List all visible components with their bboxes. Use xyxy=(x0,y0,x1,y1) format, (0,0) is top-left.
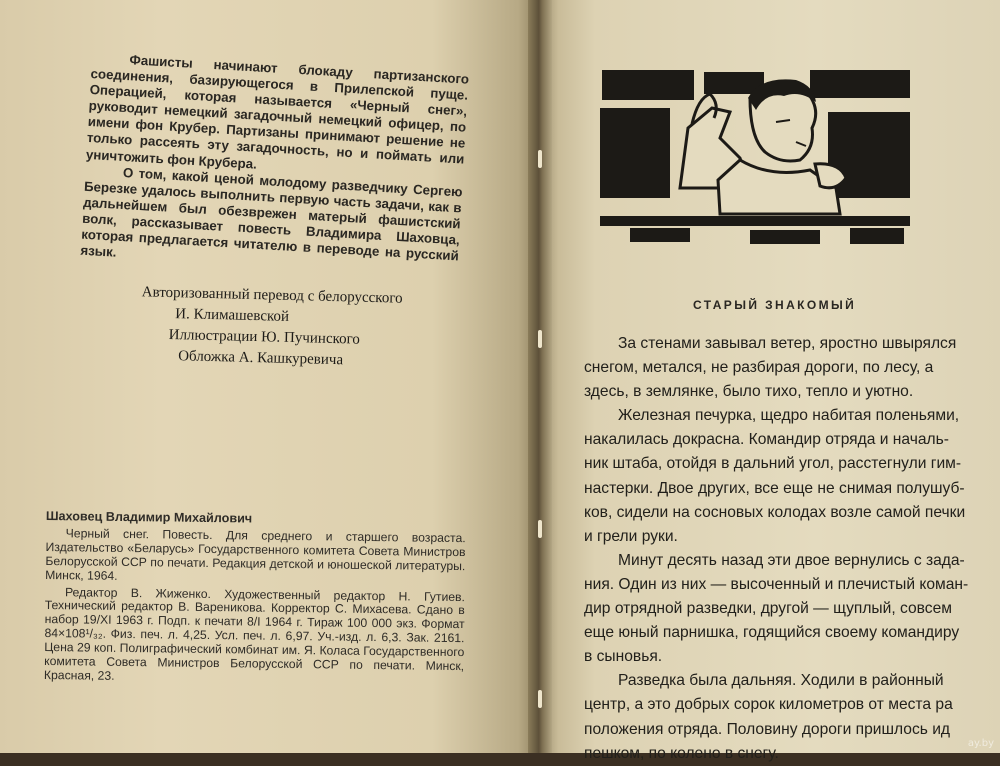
credit-cover: Обложка А. Кашкуревича xyxy=(178,348,344,369)
chapter-body-text xyxy=(584,332,994,766)
text-line: пешком, по колено в снегу. xyxy=(584,744,779,762)
blurb-paragraph-2: О том, какой ценой молодому разведчику Сергею Березке удалось выполнить первую часть задачи, как в дальнейшем был обезврежен матерый фашистский волк, рассказывает повесть Владимира Шаховца, которая предлагается читателю в переводе на русский язык. xyxy=(80,164,463,264)
text-line: дир отрядной разведки, другой — щуплый, совсем xyxy=(584,600,952,618)
text-line: в сыновья. xyxy=(584,648,663,666)
annotation-blurb xyxy=(80,50,469,281)
text-line: здесь, в землянке, было тихо, тепло и уютно. xyxy=(584,383,914,401)
text-line: центр, а это добрых сорок километров от места ра xyxy=(584,696,953,714)
text-line: Минут десять назад эти двое вернулись с зада- xyxy=(618,551,965,569)
text-line: положения отряда. Половину дороги пришлось ид xyxy=(584,720,951,738)
chapter-illustration xyxy=(600,68,912,248)
binding-stitch xyxy=(538,330,542,348)
text-line: ков, сидели на сосновых колодах возле самой печки xyxy=(584,503,966,521)
publication-imprint xyxy=(44,510,466,691)
credit-illustrations: Иллюстрации Ю. Пучинского xyxy=(168,326,361,348)
text-line: ник штаба, отойдя в дальний угол, расстегнули гим- xyxy=(584,455,962,473)
text-line: Железная печурка, щедро набитая поленьями, xyxy=(618,407,960,425)
imprint-production-details: Редактор В. Жиженко. Художественный редактор Н. Гутиев. Технический редактор В. Вареникова. Корректор С. Михасева. Сдано в набор 19/XI 1963 г. Подп. к печати 8/I 1964 г. Тираж 100 000 экз. Формат 84×108¹/₃₂. Физ. печ. л. 4,25. Усл. печ. л. 6,97. Уч.-изд. л. 6,3. Зак. 2161. Цена 29 коп. Полиграфический комбинат им. Я. Коласа Государственного комитета Совета Министров Белорусской ССР по печати. Минск, Красная, 23. xyxy=(43,584,466,683)
text-line: снегом, метался, не разбирая дороги, по лесу, а xyxy=(584,359,934,377)
binding-stitch xyxy=(538,150,542,168)
text-line: ния. Один из них — высоченный и плечистый коман- xyxy=(584,575,969,593)
binding-stitch xyxy=(538,690,542,708)
text-line: накалилась докрасна. Командир отряда и началь- xyxy=(584,431,949,449)
chapter-title: СТАРЫЙ ЗНАКОМЫЙ xyxy=(693,298,857,312)
text-line: Разведка была дальняя. Ходили в районный xyxy=(618,672,944,690)
credit-translator: И. Климашевской xyxy=(175,306,290,325)
binding-stitch xyxy=(538,520,542,538)
book-gutter xyxy=(528,0,552,753)
watermark: ay.by xyxy=(967,738,994,749)
credit-translation: Авторизованный перевод с белорусского xyxy=(141,284,403,307)
text-line: За стенами завывал ветер, яростно швырялся xyxy=(618,335,957,352)
imprint-description: Черный снег. Повесть. Для среднего и старшего возраста. Издательство «Беларусь» Государственного комитета Совета Министров Белорусской ССР по печати. Редакция детской и юношеской литературы. Минск, 1964. xyxy=(45,526,466,583)
imprint-author: Шаховец Владимир Михайлович xyxy=(45,509,253,526)
text-line: еще юный парнишка, годящийся своему командиру xyxy=(584,624,960,642)
text-line: и грели руки. xyxy=(584,527,678,545)
translation-credits xyxy=(128,282,460,374)
text-line: настерки. Двое других, все еще не снимая полушуб- xyxy=(584,479,965,497)
right-page xyxy=(540,0,1000,762)
blurb-paragraph-1: Фашисты начинают блокаду партизанского соединения, базирующегося в Прилепской пуще. Операцией, которая называется «Черный снег», руководит немецкий загадочный немецкий офицер, по имени фон Крубер. Партизаны принимают решение не только рассеять эту загадочность, но и поймать или уничтожить фон Крубера. xyxy=(85,52,470,172)
